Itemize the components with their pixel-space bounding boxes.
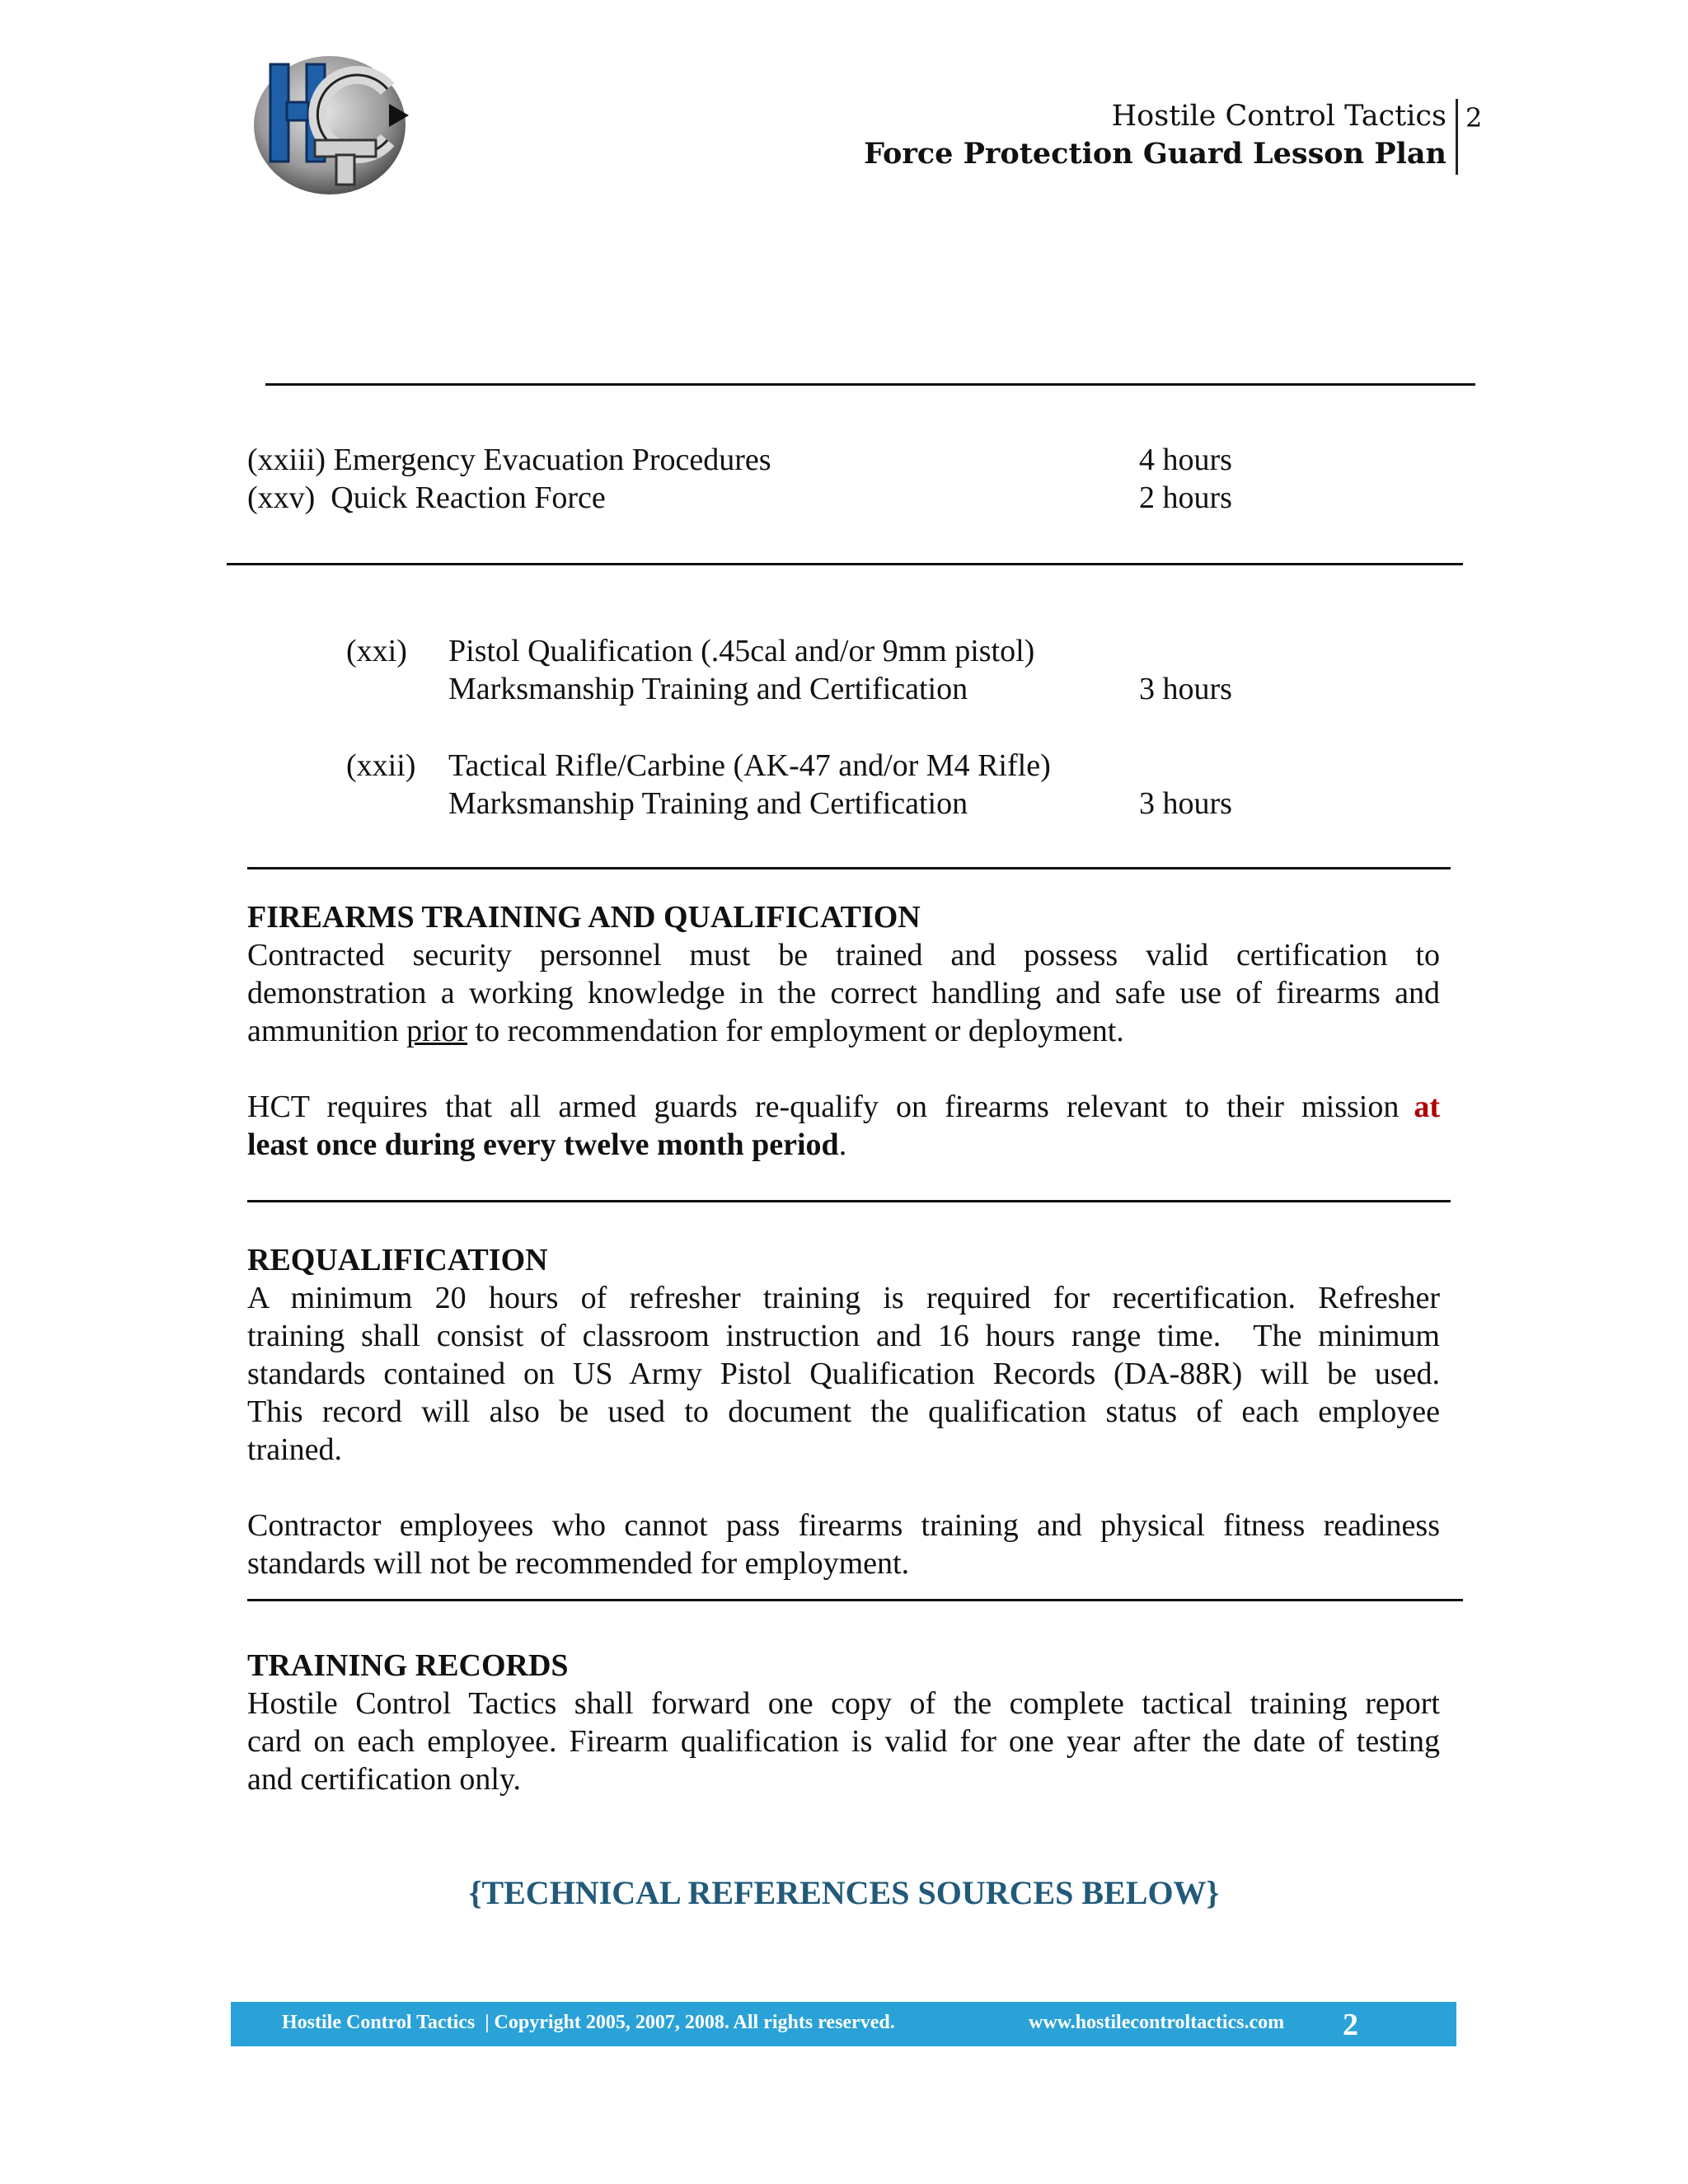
item-line: Pistol Qualification (.45cal and/or 9mm pistol) xyxy=(448,634,1035,668)
emphasis-red: at xyxy=(1414,1090,1440,1124)
schedule-row xyxy=(247,479,1434,517)
paragraph-line: Hostile Control Tactics shall forward one copy of the complete tactical training report xyxy=(247,1686,1440,1721)
paragraph-line: standards contained on US Army Pistol Qualification Records (DA-88R) will be used. xyxy=(247,1357,1440,1391)
section-heading-training-records: TRAINING RECORDS xyxy=(247,1648,569,1683)
emphasis-bold: least once during every twelve month period xyxy=(247,1127,839,1162)
paragraph-line: A minimum 20 hours of refresher training is required for recertification. Refresher xyxy=(247,1281,1440,1315)
paragraph-line xyxy=(247,1126,1440,1164)
schedule-hours: 4 hours xyxy=(1139,443,1232,477)
training-records-paragraph xyxy=(247,1685,1440,1798)
paragraph-line: Contracted security personnel must be trained and possess valid certification to xyxy=(247,938,1440,972)
footer-copyright: Hostile Control Tactics | Copyright 2005, 2007, 2008. All rights reserved. xyxy=(282,2012,895,2033)
paragraph-line: standards will not be recommended for employment. xyxy=(247,1546,910,1581)
schedule-label: (xxiii) Emergency Evacuation Procedures xyxy=(247,443,771,477)
paragraph-line: and certification only. xyxy=(247,1762,522,1797)
item-line: Marksmanship Training and Certification xyxy=(448,786,968,821)
paragraph-line: trained. xyxy=(247,1432,343,1467)
schedule-label: (xxv) Quick Reaction Force xyxy=(247,480,606,515)
divider-rule xyxy=(265,383,1475,386)
footer-page-number: 2 xyxy=(1343,2008,1358,2042)
item-number: (xxi) xyxy=(346,634,407,668)
firearms-paragraph-1 xyxy=(247,936,1440,1050)
paragraph-line: Contractor employees who cannot pass firearms training and physical fitness readiness xyxy=(247,1508,1440,1543)
text-run: . xyxy=(838,1127,847,1162)
header-page-number: 2 xyxy=(1465,102,1483,134)
section-heading-firearms: FIREARMS TRAINING AND QUALIFICATION xyxy=(247,900,921,935)
firearms-paragraph-2 xyxy=(247,1088,1440,1164)
item-line: Marksmanship Training and Certification xyxy=(448,672,968,706)
paragraph-line: demonstration a working knowledge in the correct handling and safe use of firearms and xyxy=(247,976,1440,1010)
section-heading-requalification: REQUALIFICATION xyxy=(247,1243,548,1277)
divider-rule xyxy=(247,1599,1463,1601)
numbered-schedule-item xyxy=(247,632,1484,711)
org-name: Hostile Control Tactics xyxy=(1111,100,1447,133)
item-number: (xxii) xyxy=(346,748,416,783)
page-footer xyxy=(231,2002,1456,2046)
numbered-schedule-item xyxy=(247,747,1484,826)
doc-title: Force Protection Guard Lesson Plan xyxy=(864,137,1447,171)
paragraph-line: training shall consist of classroom instruction and 16 hours range time. The minimum xyxy=(247,1319,1440,1353)
requalification-paragraph-2 xyxy=(247,1507,1440,1582)
item-hours: 3 hours xyxy=(1139,672,1232,706)
paragraph-line xyxy=(247,1012,1440,1050)
underlined-word: prior xyxy=(406,1014,468,1048)
paragraph-line xyxy=(247,1088,1440,1126)
paragraph-line: card on each employee. Firearm qualification is valid for one year after the date of testing xyxy=(247,1724,1440,1759)
schedule-row xyxy=(247,441,1434,479)
item-line: Tactical Rifle/Carbine (AK-47 and/or M4 Rifle) xyxy=(448,748,1051,783)
divider-rule xyxy=(247,1200,1451,1202)
text-run: to recommendation for employment or deployment. xyxy=(467,1014,1124,1048)
divider-rule xyxy=(247,867,1451,869)
schedule-hours: 2 hours xyxy=(1139,480,1232,515)
text-run: ammunition xyxy=(247,1014,407,1048)
requalification-paragraph-1 xyxy=(247,1279,1440,1469)
paragraph-line: This record will also be used to document the qualification status of each employee xyxy=(247,1394,1440,1429)
text-run: HCT requires that all armed guards re-qualify on firearms relevant to their mission xyxy=(247,1090,1400,1124)
item-hours: 3 hours xyxy=(1139,786,1232,821)
header-divider xyxy=(1456,99,1458,175)
page-header xyxy=(864,97,1447,173)
technical-references-note: {TECHNICAL REFERENCES SOURCES BELOW} xyxy=(468,1874,1220,1911)
divider-rule xyxy=(227,563,1463,565)
hct-logo xyxy=(247,49,420,198)
footer-website-link[interactable]: www.hostilecontroltactics.com xyxy=(1029,2012,1285,2033)
